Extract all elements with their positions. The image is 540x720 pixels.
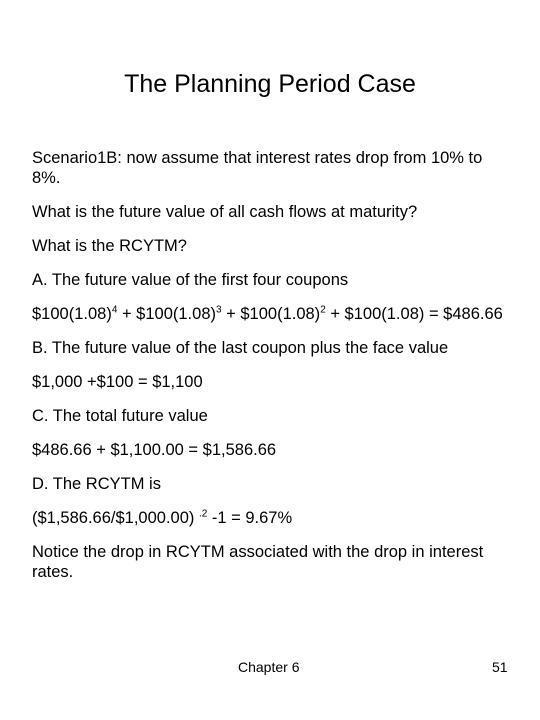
- question-rcytm: What is the RCYTM?: [32, 237, 187, 255]
- question-future-value: What is the future value of all cash flows at maturity?: [32, 203, 418, 221]
- a-exponent-3: 2: [320, 304, 326, 316]
- step-b-calculation: $1,000 +$100 = $1,100: [32, 373, 203, 391]
- a-term-4: + $100(1.08) = $486.66: [325, 305, 503, 323]
- step-c-calculation: $486.66 + $1,100.00 = $1,586.66: [32, 441, 277, 459]
- scenario-text: Scenario1B: now assume that interest rates drop from 10% to 8%.: [32, 149, 483, 187]
- d-term-2: -1 = 9.67%: [207, 509, 293, 527]
- step-b-label: B. The future value of the last coupon plus the face value: [32, 339, 449, 357]
- footer-chapter: Chapter 6: [238, 659, 300, 675]
- a-term-2: + $100(1.08): [117, 305, 216, 323]
- a-exponent-2: 3: [216, 304, 222, 316]
- step-d-label: D. The RCYTM is: [32, 475, 161, 493]
- slide-title: The Planning Period Case: [124, 70, 416, 98]
- d-exponent: .2: [198, 508, 208, 520]
- step-c-label: C. The total future value: [32, 407, 208, 425]
- a-exponent-1: 4: [111, 304, 118, 316]
- page-number: 51: [492, 659, 508, 675]
- a-term-1: $100(1.08): [32, 305, 112, 323]
- step-d-calculation: [32, 508, 512, 528]
- step-a-label: A. The future value of the first four coupons: [32, 271, 349, 289]
- a-term-3: + $100(1.08): [221, 305, 321, 323]
- slide-body: [32, 148, 512, 596]
- d-term-1: ($1,586.66/$1,000.00): [32, 509, 199, 527]
- notice-text: Notice the drop in RCYTM associated with the drop in interest rates.: [32, 543, 484, 581]
- step-a-calculation: [32, 304, 512, 324]
